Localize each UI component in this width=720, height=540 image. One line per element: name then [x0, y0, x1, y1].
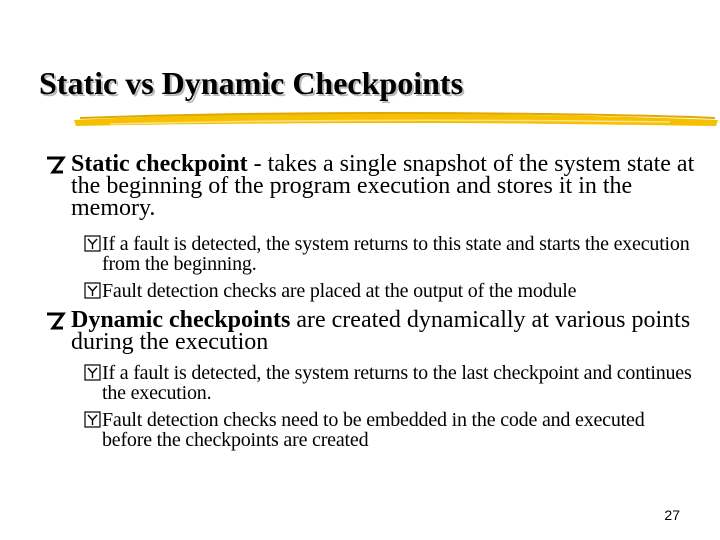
y-bullet-icon	[84, 282, 101, 299]
sub-bullet-dynamic-1	[84, 363, 694, 403]
dynamic-checkpoints-description: are created dynamically at various points during the execution	[71, 307, 691, 355]
sub-bullet-static-1-text: If a fault is detected, the system returns to this state and starts the execution from the beginning.	[102, 233, 690, 275]
slide-title: Static vs Dynamic Checkpoints	[39, 65, 464, 101]
title-underline-brush	[70, 106, 720, 130]
sub-bullet-dynamic-2	[84, 410, 694, 450]
page-number: 27	[664, 507, 680, 523]
y-bullet-icon	[84, 235, 101, 252]
dynamic-checkpoints-term: Dynamic checkpoints	[71, 307, 291, 333]
y-bullet-icon	[84, 364, 101, 381]
sub-bullet-static-2-text: Fault detection checks are placed at the output of the module	[102, 280, 577, 302]
bullet-static-checkpoint	[44, 153, 704, 219]
bullet-static-text	[71, 153, 704, 219]
bullet-dynamic-checkpoints	[44, 309, 704, 353]
sub-bullet-static-1	[84, 234, 694, 274]
sub-bullet-static-2	[84, 281, 694, 301]
sub-bullet-dynamic-1-text: If a fault is detected, the system returns to the last checkpoint and continues the execution.	[102, 362, 692, 404]
z-bullet-icon	[44, 155, 66, 177]
static-checkpoint-term: Static checkpoint	[71, 151, 248, 177]
y-bullet-icon	[84, 411, 101, 428]
static-checkpoint-description: - takes a single snapshot of the system state at the beginning of the program execution and stores it in the memory.	[71, 151, 695, 221]
bullet-dynamic-text	[71, 309, 704, 353]
sub-bullet-dynamic-2-text: Fault detection checks need to be embedded in the code and executed before the checkpoints are created	[102, 409, 645, 451]
z-bullet-icon	[44, 311, 66, 333]
